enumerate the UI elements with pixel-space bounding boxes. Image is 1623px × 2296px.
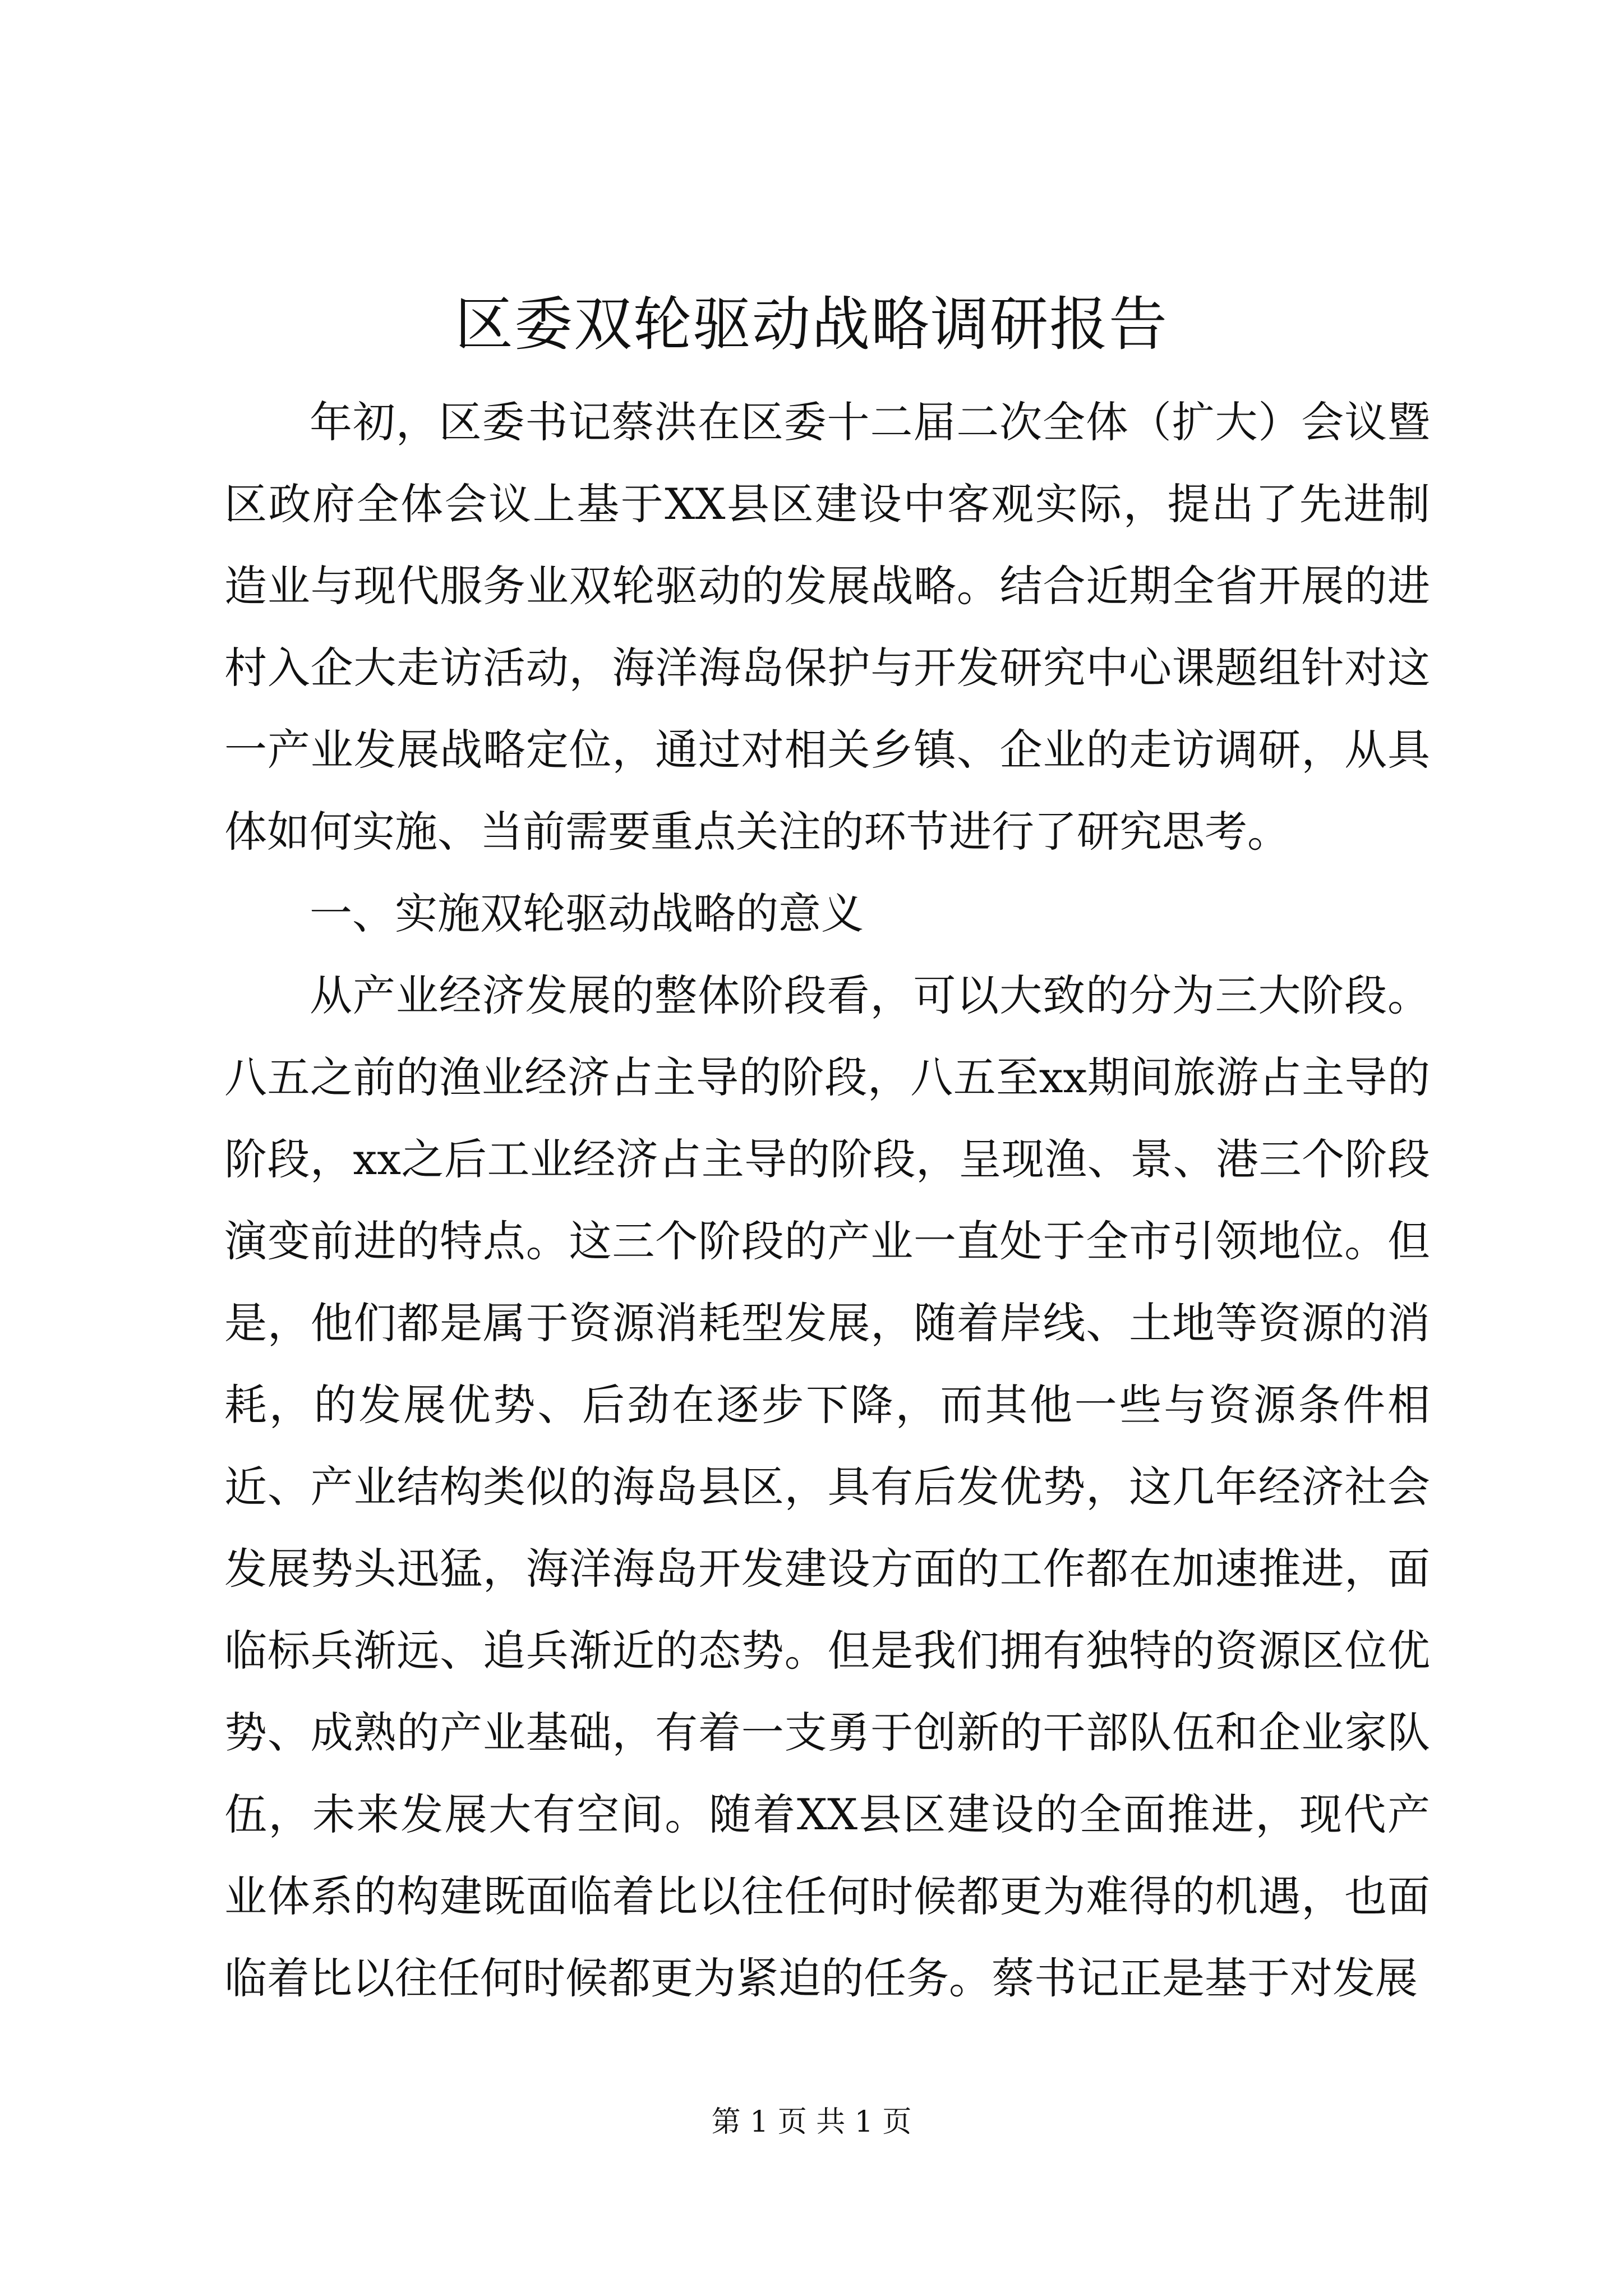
document-title: 区委双轮驱动战略调研报告 [454,290,1168,358]
document-body [224,381,1430,2019]
section-heading: 一、实施双轮驱动战略的意义 [310,889,864,938]
intro-paragraph: 年初，区委书记蔡洪在区委十二届二次全体（扩大）会议暨区政府全体会议上基于XX县区建设中客观实际，提出了先进制造业与现代服务业双轮驱动的发展战略。结合近期全省开展的进村入企大走访活动，海洋海岛保护与开发研究中心课题组针对这一产业发展战略定位，通过对相关乡镇、企业的走访调研，从具体如何实施、当前需要重点关注的环节进行了研究思考。 [224,397,1430,857]
page-footer: 第 1 页 共 1 页 [711,2105,912,2139]
body-paragraph: 从产业经济发展的整体阶段看，可以大致的分为三大阶段。八五之前的渔业经济占主导的阶段，八五至xx期间旅游占主导的阶段，xx之后工业经济占主导的阶段，呈现渔、景、港三个阶段演变前进的特点。这三个阶段的产业一直处于全市引领地位。但是，他们都是属于资源消耗型发展，随着岸线、土地等资源的消耗，的发展优势、后劲在逐步下降，而其他一些与资源条件相近、产业结构类似的海岛县区，具有后发优势，这几年经济社会发展势头迅猛，海洋海岛开发建设方面的工作都在加速推进，面临标兵渐远、追兵渐近的态势。但是我们拥有独特的资源区位优势、成熟的产业基础，有着一支勇于创新的干部队伍和企业家队伍，未来发展大有空间。随着XX县区建设的全面推进，现代产业体系的构建既面临着比以往任何时候都更为难得的机遇，也面临着比以往任何时候都更为紧迫的任务。蔡书记正是基于对发展 [224,970,1430,2003]
